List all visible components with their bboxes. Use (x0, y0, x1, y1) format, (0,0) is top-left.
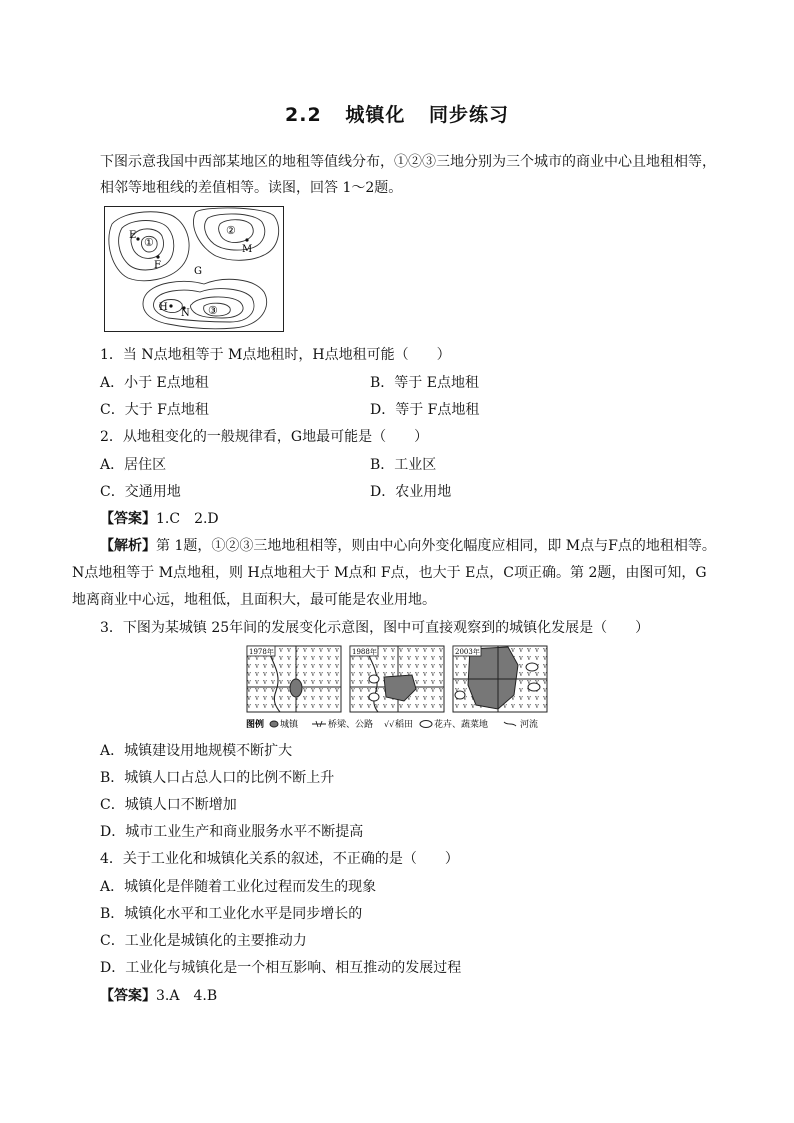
town-development-figure (246, 645, 550, 737)
legend-bridge-road: 桥梁、公路 (328, 720, 374, 730)
svg-text:√√: √√ (384, 720, 395, 729)
label-G: G (194, 266, 202, 277)
question-4-stem: 4．关于工业化和城镇化关系的叙述，不正确的是（ ） (100, 851, 459, 867)
year-1978: 1978年 (249, 648, 274, 656)
figure-legend (246, 718, 538, 730)
title-number: 2.2 (285, 104, 322, 126)
question-3-stem: 3．下图为某城镇 25年间的发展变化示意图，图中可直接观察到的城镇化发展是（ ） (100, 620, 650, 636)
question-1-option-a: A．小于 E点地租 (100, 375, 209, 391)
question-1-stem: 1．当 N点地租等于 M点地租时，H点地租可能（ ） (100, 347, 451, 363)
legend-title: 图例 (246, 720, 265, 730)
question-2-option-d: D．农业用地 (370, 484, 452, 500)
panel-1988 (350, 646, 444, 712)
label-M: M (242, 244, 253, 255)
label-circle-2: ② (226, 224, 236, 237)
analysis-tag: 【解析】 (100, 538, 156, 554)
legend-flowers-vegetables: 花卉、蔬菜地 (434, 720, 489, 730)
answer-2 (100, 986, 217, 1006)
intro-line-2: 相邻等地租线的差值相等。读图，回答 1～2题。 (100, 180, 403, 196)
question-3-option-a: A．城镇建设用地规模不断扩大 (100, 743, 293, 759)
question-2-option-a: A．居住区 (100, 457, 167, 473)
label-E: E (129, 230, 137, 241)
year-1988: 1988年 (352, 648, 377, 656)
question-2-stem: 2．从地租变化的一般规律看，G地最可能是（ ） (100, 429, 429, 445)
label-H: H (159, 302, 168, 313)
question-4-option-c: C．工业化是城镇化的主要推动力 (100, 933, 307, 949)
question-2-option-c: C．交通用地 (100, 484, 181, 500)
question-1-option-b: B．等于 E点地租 (370, 375, 479, 391)
question-3-option-d: D．城市工业生产和商业服务水平不断提高 (100, 824, 364, 840)
label-circle-1: ① (144, 236, 154, 249)
page-title (0, 100, 794, 127)
panel-1978 (247, 646, 341, 712)
rent-contour-map (104, 206, 284, 336)
answer-1-text: 1.C 2.D (156, 511, 219, 527)
legend-paddy: 稻田 (395, 720, 414, 730)
question-3-option-b: B．城镇人口占总人口的比例不断上升 (100, 770, 335, 786)
question-4-option-d: D．工业化与城镇化是一个相互影响、相互推动的发展过程 (100, 960, 462, 976)
title-subtitle: 同步练习 (428, 104, 509, 126)
legend-river: 河流 (520, 720, 539, 730)
analysis-line-2: N点地租等于 M点地租，则 H点地租大于 M点和 F点，也大于 E点，C项正确。第 2题，由图可知，G (72, 565, 707, 581)
answer-2-text: 3.A 4.B (156, 988, 218, 1004)
answer-1-tag: 【答案】 (100, 511, 156, 527)
label-F: F (154, 260, 161, 271)
intro-line-1: 下图示意我国中西部某地区的地租等值线分布，①②③三地分别为三个城市的商业中心且地租相等， (100, 154, 716, 170)
panel-2003 (453, 646, 547, 712)
label-N: N (181, 308, 190, 319)
question-3-option-c: C．城镇人口不断增加 (100, 797, 237, 813)
question-1-option-d: D．等于 F点地租 (370, 402, 480, 418)
year-2003: 2003年 (455, 648, 480, 656)
question-4-option-b: B．城镇化水平和工业化水平是同步增长的 (100, 906, 363, 922)
analysis-line-1 (100, 536, 716, 556)
title-topic: 城镇化 (345, 104, 406, 126)
question-2-option-b: B．工业区 (370, 457, 437, 473)
label-circle-3: ③ (208, 304, 218, 317)
answer-2-tag: 【答案】 (100, 988, 156, 1004)
question-4-option-a: A．城镇化是伴随着工业化过程而发生的现象 (100, 879, 377, 895)
analysis-text-1: 第 1题，①②③三地地租相等，则由中心向外变化幅度应相同，即 M点与F点的地租相等。 (156, 538, 716, 554)
question-1-option-c: C．大于 F点地租 (100, 402, 209, 418)
answer-1 (100, 509, 219, 529)
legend-town: 城镇 (280, 720, 299, 730)
analysis-line-3: 地离商业中心远，地租低，且面积大，最可能是农业用地。 (72, 592, 436, 608)
